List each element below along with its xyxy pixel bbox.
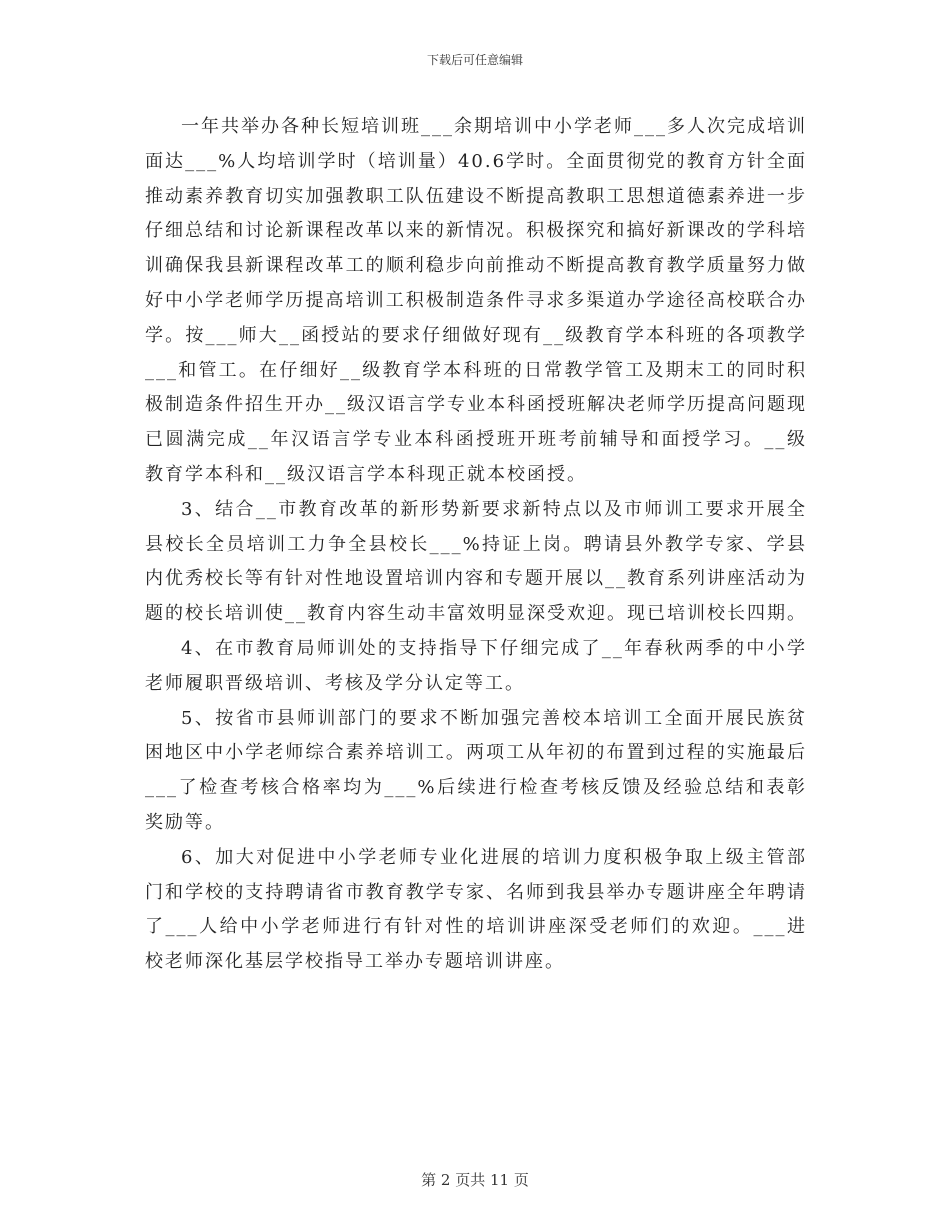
- page-header: 下载后可任意编辑: [426, 53, 523, 67]
- paragraph-2: 3、结合__市教育改革的新形势新要求新特点以及市师训工要求开展全县校长全员培训工力争全县校长___%持证上岗。聘请县外教学专家、学县内优秀校长等有针对性地设置培训内容和专题开展以__教育系列讲座活动为题的校长培训使__教育内容生动丰富效明显深受欢迎。现已培训校长四期。: [145, 498, 807, 625]
- paragraph-4: 5、按省市县师训部门的要求不断加强完善校本培训工全面开展民族贫困地区中小学老师综合素养培训工。两项工从年初的布置到过程的实施最后___了检查考核合格率均为___%后续进行检查考核反馈及经验总结和表彰奖励等。: [145, 707, 807, 833]
- page-footer: 第 2 页共 11 页: [421, 1171, 529, 1189]
- paragraph-5: 6、加大对促进中小学老师专业化进展的培训力度积极争取上级主管部门和学校的支持聘请省市教育教学专家、名师到我县举办专题讲座全年聘请了___人给中小学老师进行有针对性的培训讲座深受老师们的欢迎。___进校老师深化基层学校指导工举办专题培训讲座。: [145, 846, 807, 973]
- paragraph-1: 一年共举办各种长短培训班___余期培训中小学老师___多人次完成培训面达___%人均培训学时（培训量）40.6学时。全面贯彻党的教育方针全面推动素养教育切实加强教职工队伍建设不断提高教职工思想道德素养进一步仔细总结和讨论新课程改革以来的新情况。积极探究和搞好新课改的学科培训确保我县新课程改革工的顺利稳步向前推动不断提高教育教学质量努力做好中小学老师学历提高培训工积极制造条件寻求多渠道办学途径高校联合办学。按___师大__函授站的要求仔细做好现有__级教育学本科班的各项教学___和管工。在仔细好__级教育学本科班的日常教学管工及期末工的同时积极制造条件招生开办__级汉语言学专业本科函授班解决老师学历提高问题现已圆满完成__年汉语言学专业本科函授班开班考前辅导和面授学习。__级教育学本科和__级汉语言学本科现正就本校函授。: [145, 116, 807, 485]
- paragraph-3: 4、在市教育局师训处的支持指导下仔细完成了__年春秋两季的中小学老师履职晋级培训、考核及学分认定等工。: [145, 637, 807, 694]
- body-text: [145, 110, 807, 980]
